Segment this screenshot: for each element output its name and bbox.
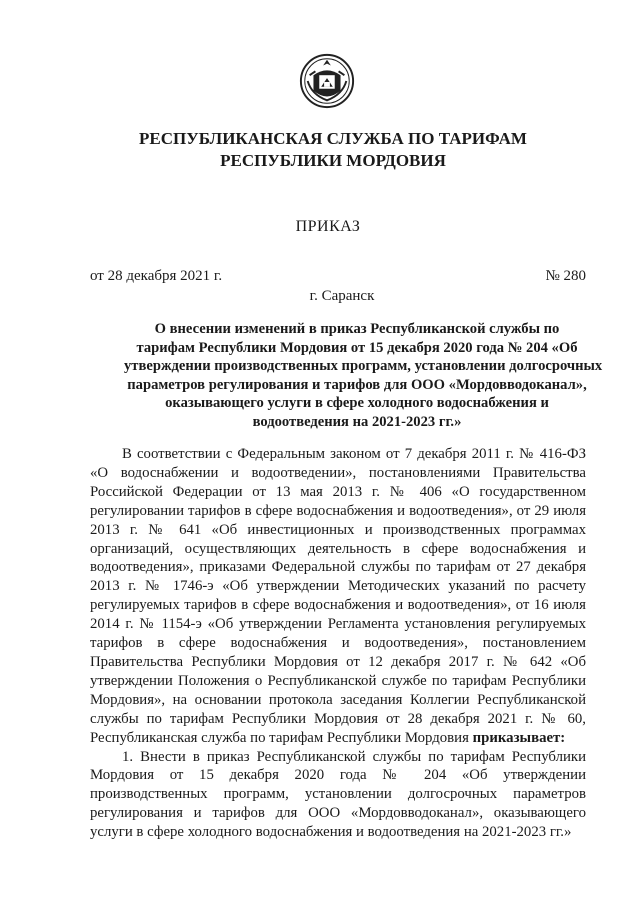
orders-keyword: приказывает: <box>472 729 566 746</box>
document-title <box>124 320 603 432</box>
date-number-row <box>90 268 586 285</box>
title-line: тарифам Республики Мордовия от 15 декабря 2020 года № 204 «Об <box>136 339 578 356</box>
preamble-text: В соответствии с Федеральным законом от 7 декабря 2011 г. № 416-ФЗ «О водоснабжении и водоотведении», постановлениями Правительства Российской Федерации от 13 мая 2013 г. № 406 «О государственном регулировании тарифов в сфере водоснабжения и водоотведения», от 29 июля 2013 г. № 641 «Об инвестиционных и производственных программах организаций, осуществляющих деятельность в сфере водоснабжения и водоотведения», приказами Федеральной службы по тарифам от 27 декабря 2013 г. № 1746-э «Об утверждении Методических указаний по расчету регулируемых тарифов в сфере водоснабжения и водоотведения», от 16 июля 2014 г. № 1154-э «Об утверждении Регламента установления регулируемых тарифов в сфере водоснабжения и водоотведения», постановлением Правительства Республики Мордовия от 12 декабря 2017 г. № 642 «Об утверждении Положения о Республиканской службе по тарифам Республики Мордовия», на основании протокола заседания Коллегии Республиканской службы по тарифам Республики Мордовия от 28 декабря 2021 г. № 60, Республиканская служба по тарифам Республики Мордовия <box>90 446 586 746</box>
preamble-paragraph <box>90 445 586 748</box>
document-body <box>90 445 586 842</box>
document-type: ПРИКАЗ <box>295 218 361 235</box>
document-city: г. Саранск <box>309 288 375 304</box>
document-number: № 280 <box>545 268 586 284</box>
organization-name <box>0 128 640 172</box>
title-line: параметров регулирования и тарифов для ООО «Мордовводоканал», <box>127 376 587 393</box>
title-line: оказывающего услуги в сфере холодного водоснабжения и <box>165 395 549 412</box>
coat-of-arms-emblem-icon <box>298 52 356 110</box>
document-date: от 28 декабря 2021 г. <box>90 268 223 284</box>
org-line-1: РЕСПУБЛИКАНСКАЯ СЛУЖБА ПО ТАРИФАМ <box>139 129 527 148</box>
title-line: водоотведения на 2021-2023 гг.» <box>252 413 462 430</box>
title-line: О внесении изменений в приказ Республиканской службы по <box>154 321 560 337</box>
title-line: утверждении производственных программ, установлении долгосрочных <box>124 358 603 375</box>
org-line-2: РЕСПУБЛИКИ МОРДОВИЯ <box>220 151 446 170</box>
item-1-paragraph: 1. Внести в приказ Республиканской службы по тарифам Республики Мордовия от 15 декабря 2020 года № 204 «Об утверждении производственных программ, установлении долгосрочных параметров регулирования и тарифов для ООО «Мордовводоканал», оказывающего услуги в сфере холодного водоснабжения и водоотведения на 2021-2023 гг.» <box>90 748 586 841</box>
